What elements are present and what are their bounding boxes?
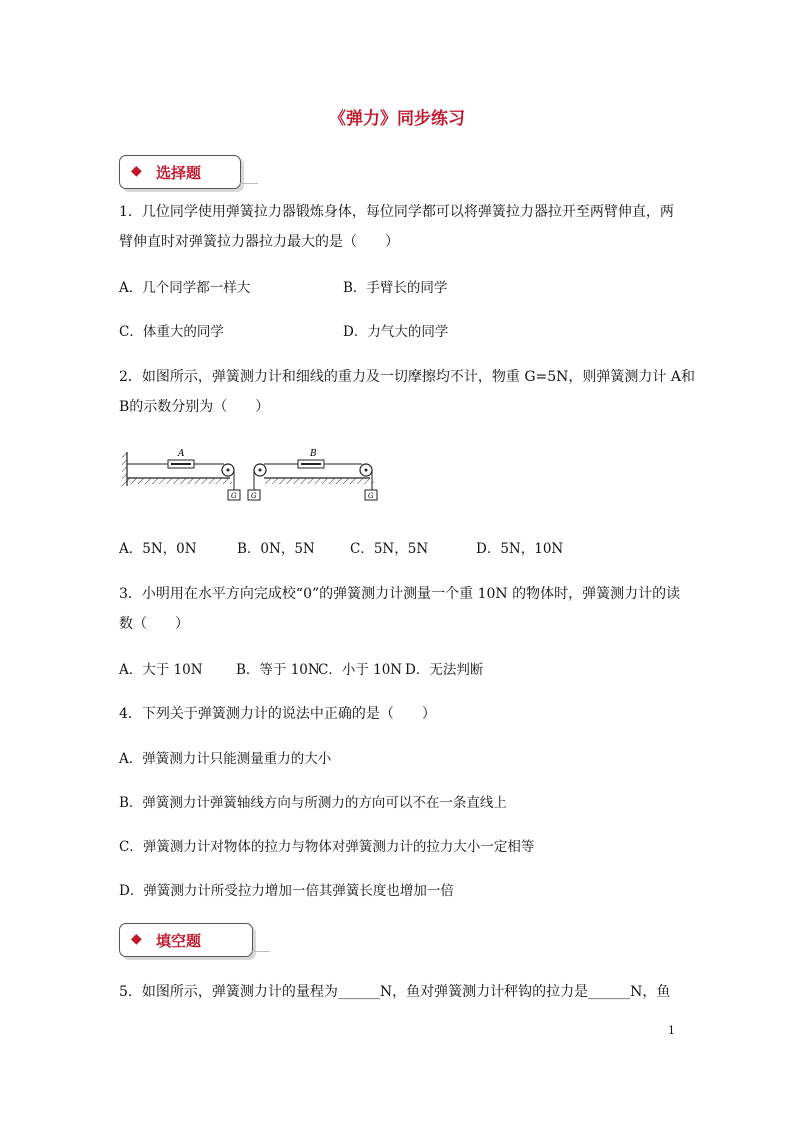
page-title: 《弹力》同步练习 [329, 109, 465, 129]
question-2-option-c: C．5N，5N [350, 541, 429, 557]
weight-label-middle: G [251, 492, 257, 500]
section-label-choice: 选择题 [156, 164, 202, 182]
section-header-choice [119, 155, 241, 189]
label-b: B [310, 449, 317, 459]
diamond-icon: ◆ [131, 931, 142, 947]
question-3-option-b: B．等于 10N [236, 662, 320, 678]
question-3-line-2: 数（ ） [119, 616, 189, 632]
question-1-line-1: 1．几位同学使用弹簧拉力器锻炼身体，每位同学都可以将弹簧拉力器拉开至两臂伸直，两 [119, 204, 674, 220]
wall [122, 452, 127, 486]
section-divider [240, 183, 258, 184]
question-3-option-c: C．小于 10N [318, 662, 403, 678]
question-2-option-a: A．5N，0N [119, 541, 197, 557]
spring-scale-figure [118, 440, 388, 508]
question-4-option-b: B．弹簧测力计弹簧轴线方向与所测力的方向可以不在一条直线上 [119, 795, 507, 811]
question-2-line-2: B的示数分别为（ ） [119, 399, 270, 415]
question-2-line-1: 2．如图所示，弹簧测力计和细线的重力及一切摩擦均不计，物重 G=5N，则弹簧测力计 A和 [119, 369, 695, 385]
question-4-option-a: A．弹簧测力计只能测量重力的大小 [119, 751, 332, 767]
question-3-option-d: D．无法判断 [405, 662, 484, 678]
question-4-line-1: 4．下列关于弹簧测力计的说法中正确的是（ ） [119, 706, 436, 722]
table-left [127, 478, 232, 484]
question-1-option-a: A．几个同学都一样大 [119, 280, 251, 296]
question-1-option-b: B．手臂长的同学 [343, 280, 448, 296]
question-2-option-d: D．5N，10N [476, 541, 564, 557]
question-3-option-a: A．大于 10N [119, 662, 203, 678]
label-a: A [178, 449, 185, 459]
weight-label-left: G [231, 492, 237, 500]
question-4-option-d: D．弹簧测力计所受拉力增加一倍其弹簧长度也增加一倍 [119, 883, 454, 899]
section-label-fill: 填空题 [156, 932, 202, 950]
question-2-option-b: B．0N，5N [237, 541, 315, 557]
question-1-option-d: D．力气大的同学 [343, 324, 449, 340]
weight-label-right: G [368, 492, 374, 500]
question-1-line-2: 臂伸直时对弹簧拉力器拉力最大的是（ ） [119, 234, 399, 250]
page-number: 1 [668, 1024, 675, 1037]
table-right [264, 478, 374, 484]
question-1-option-c: C．体重大的同学 [119, 324, 224, 340]
question-5-line-1: 5．如图所示，弹簧测力计的量程为______N，鱼对弹簧测力计秤钩的拉力是______N，鱼 [119, 984, 671, 1000]
question-3-line-1: 3．小明用在水平方向完成校“0”的弹簧测力计测量一个重 10N 的物体时，弹簧测力计的读 [119, 586, 681, 602]
question-4-option-c: C．弹簧测力计对物体的拉力与物体对弹簧测力计的拉力大小一定相等 [119, 839, 535, 855]
diamond-icon: ◆ [131, 163, 142, 179]
section-header-fill [119, 923, 253, 957]
section-divider [252, 951, 270, 952]
